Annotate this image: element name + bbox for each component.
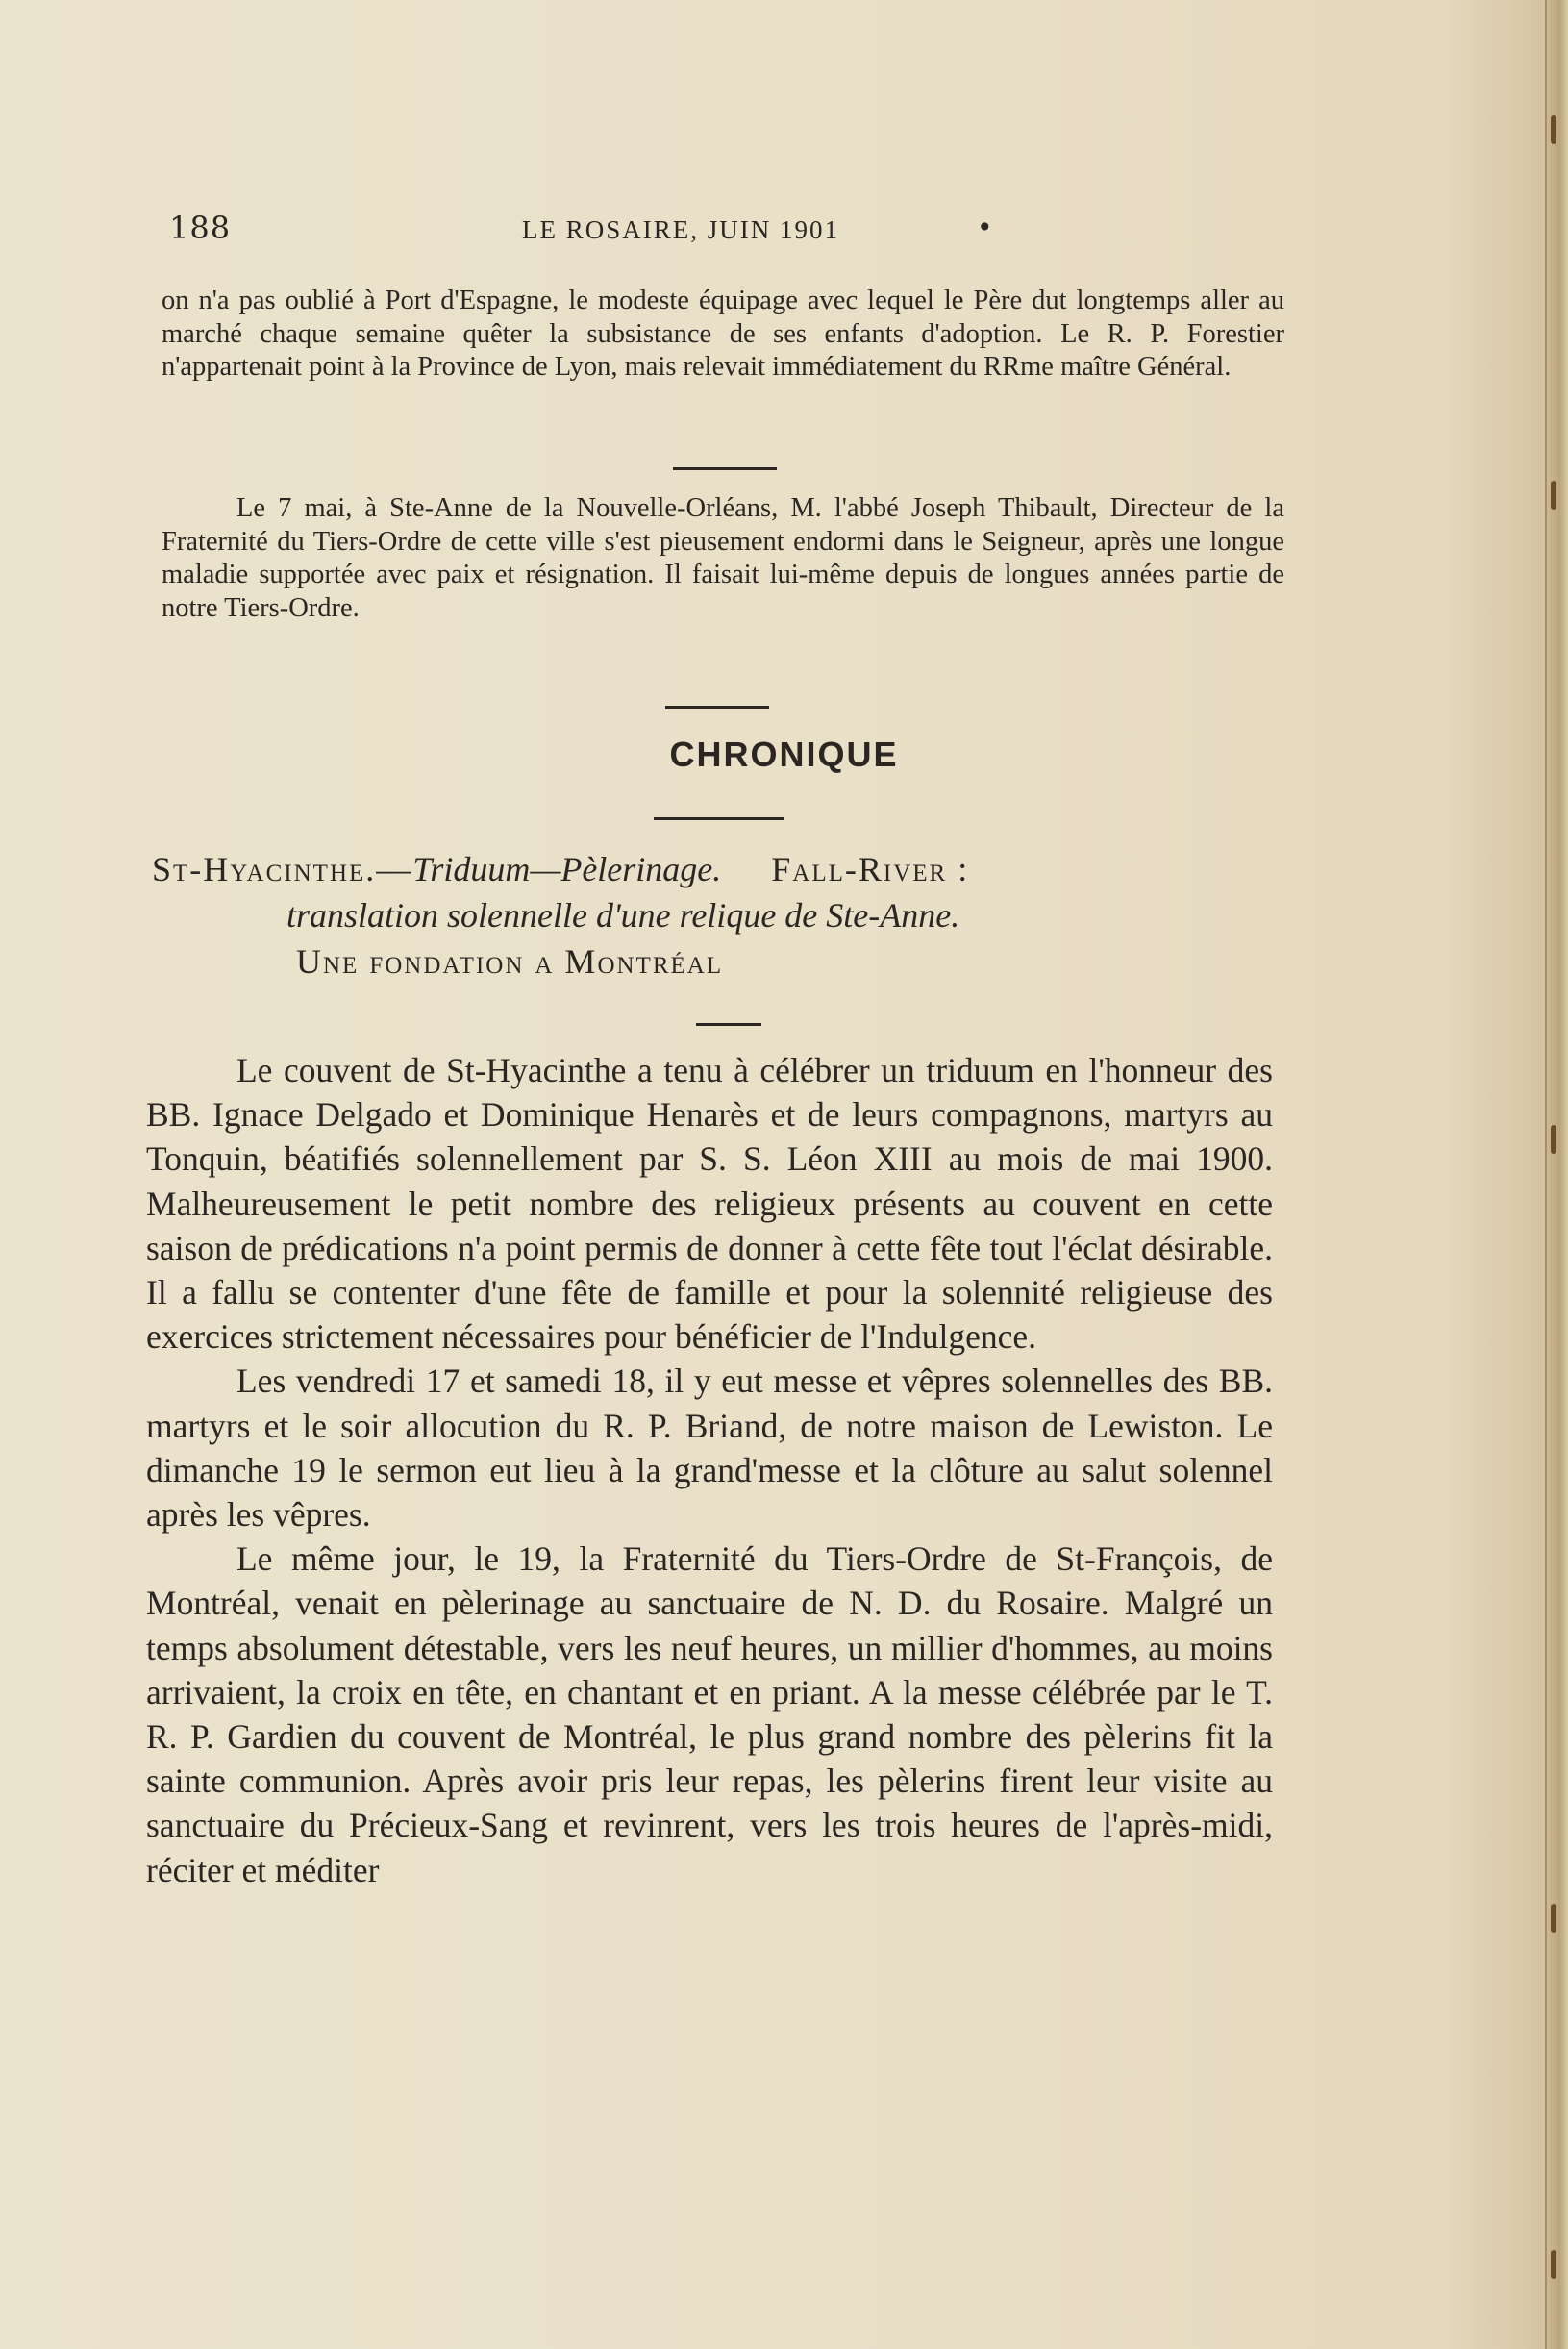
summary-line: translation solennelle d'une relique de Ste-Anne. [286, 896, 960, 935]
summary-topic: Triduum—Pèlerinage. [412, 850, 722, 888]
binding-thread [1551, 115, 1556, 144]
summary-place: St-Hyacinthe.— [152, 850, 413, 888]
page-edge [1545, 0, 1568, 2349]
separator-rule [654, 817, 784, 820]
summary-place: Fall-River : [771, 850, 970, 888]
body-paragraph: Les vendredi 17 et samedi 18, il y eut messe et vêpres solennelles des BB. martyrs et le soir allocution du R. P. Briand, de notre maison de Lewiston. Le dimanche 19 le sermon eut lieu à la grand'messe et la clôture au salut solennel après les vêpres. [146, 1362, 1273, 1535]
separator-rule [696, 1023, 761, 1026]
obituary-continuation [162, 285, 1284, 385]
binding-thread [1551, 2250, 1556, 2279]
summary-line [152, 846, 1282, 892]
binding-thread [1551, 1125, 1556, 1154]
header-ornament: • [977, 212, 993, 243]
chronicle-summary [152, 846, 1282, 985]
separator-rule [673, 467, 777, 470]
running-head: LE ROSAIRE, JUIN 1901 [522, 215, 839, 244]
section-title: CHRONIQUE [669, 735, 899, 774]
chronicle-body [146, 1048, 1273, 1892]
body-paragraph: Le même jour, le 19, la Fraternité du Tiers-Ordre de St-François, de Montréal, venait en pèlerinage au sanctuaire de N. D. du Rosaire. Malgré un temps absolument détestable, vers les neuf heures, un millier d'hommes, au moins arrivaient, la croix en tête, en chantant et en priant. A la messe célébrée par le T. R. P. Gardien du couvent de Montréal, le plus grand nombre des pèlerins fit la sainte communion. Après avoir pris leur repas, les pèlerins firent leur visite au sanctuaire du Précieux-Sang et revinrent, vers les trois heures de l'après-midi, réciter et méditer [146, 1539, 1273, 1889]
page-number: 188 [169, 210, 232, 246]
page-header [169, 210, 996, 248]
binding-thread [1551, 481, 1556, 510]
summary-line: Une fondation a Montréal [296, 942, 724, 981]
body-paragraph: Le couvent de St-Hyacinthe a tenu à célébrer un triduum en l'honneur des BB. Ignace Delgado et Dominique Henarès et de leurs compagnons, martyrs au Tonquin, béatifiés solennellement par S. S. Léon XIII au mois de mai 1900. Malheureusement le petit nombre des religieux présents au couvent en cette saison de prédications n'a point permis de donner à cette fête tout l'éclat désirable. Il a fallu se contenter d'une fête de famille et pour la solennité religieuse des exercices strictement nécessaires pour bénéficier de l'Indulgence. [146, 1051, 1273, 1357]
obituary-thibault [162, 492, 1284, 625]
obituary-paragraph: on n'a pas oublié à Port d'Espagne, le modeste équipage avec lequel le Père dut longtemps aller au marché chaque semaine quêter la subsistance de ses enfants d'adoption. Le R. P. Forestier n'appartenait point à la Province de Lyon, mais relevait immédiatement du RRme maître Général. [162, 286, 1284, 382]
separator-rule [665, 706, 769, 709]
binding-thread [1551, 1904, 1556, 1933]
obituary-paragraph: Le 7 mai, à Ste-Anne de la Nouvelle-Orléans, M. l'abbé Joseph Thibault, Directeur de la Fraternité du Tiers-Ordre de cette ville s'est pieusement endormi dans le Seigneur, après une longue maladie supportée avec paix et résignation. Il faisait lui-même depuis de longues années partie de notre Tiers-Ordre. [162, 493, 1284, 623]
